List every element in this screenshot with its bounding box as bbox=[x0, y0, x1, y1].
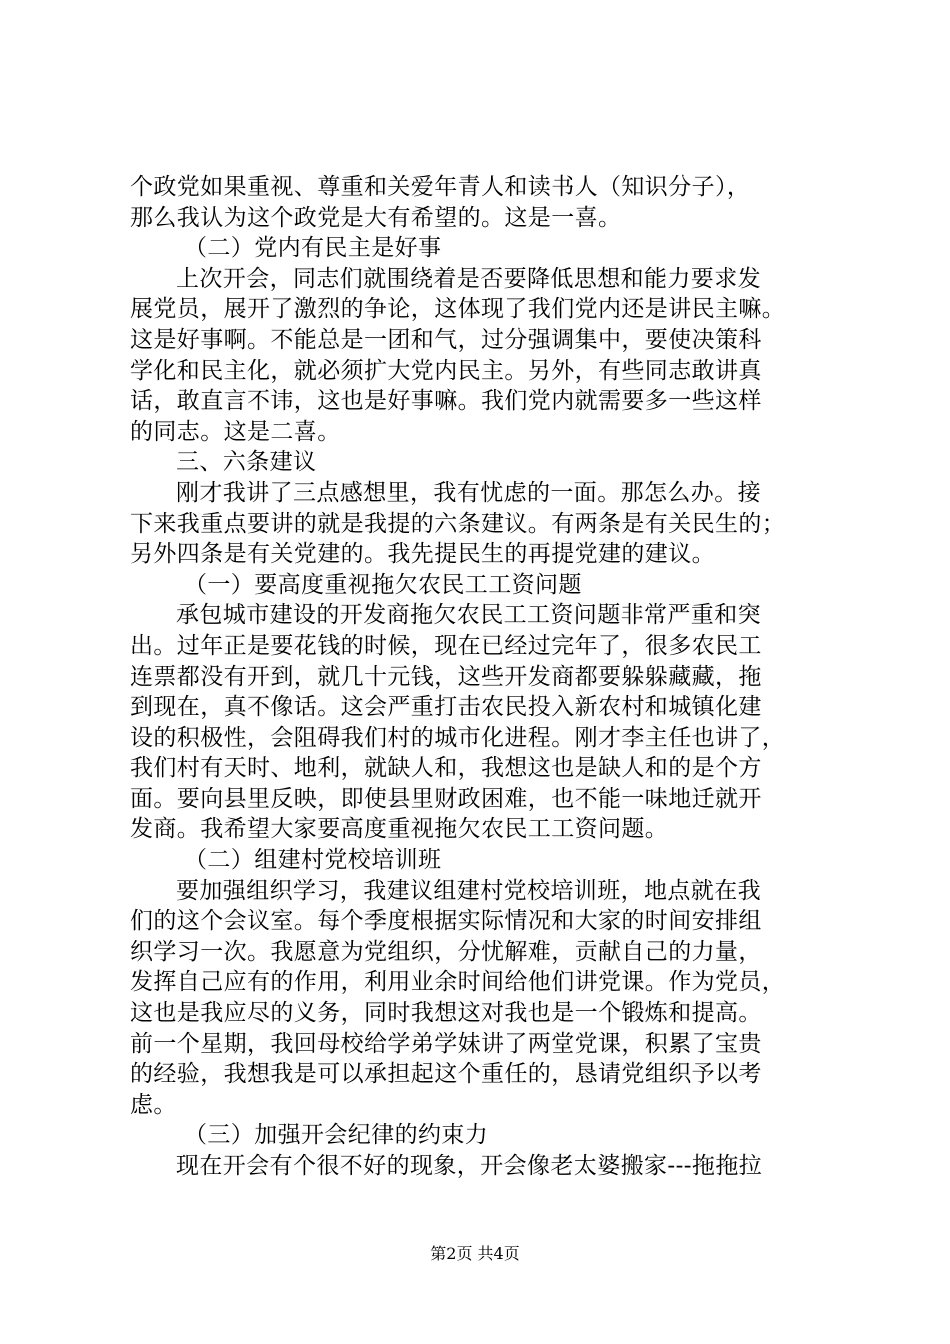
text-line: 的同志。这是二喜。 bbox=[130, 418, 341, 445]
section-heading: （二）党内有民主是好事 bbox=[184, 235, 442, 262]
text-line: 到现在，真不像话。这会严重打击农民投入新农村和城镇化建 bbox=[130, 694, 762, 721]
text-line: 这是好事啊。不能总是一团和气，过分强调集中，要使决策科 bbox=[130, 326, 762, 353]
text-line: 发商。我希望大家要高度重视拖欠农民工工资问题。 bbox=[130, 816, 669, 843]
text-line: 出。过年正是要花钱的时候，现在已经过完年了，很多农民工 bbox=[130, 632, 762, 659]
text-line: 那么我认为这个政党是大有希望的。这是一喜。 bbox=[130, 204, 622, 231]
text-line: 承包城市建设的开发商拖欠农民工工资问题非常严重和突 bbox=[176, 602, 761, 629]
text-line: 学化和民主化，就必须扩大党内民主。另外，有些同志敢讲真 bbox=[130, 357, 762, 384]
text-line: 话，敢直言不讳，这也是好事嘛。我们党内就需要多一些这样 bbox=[130, 388, 762, 415]
document-body bbox=[130, 172, 830, 1182]
section-heading: （一）要高度重视拖欠农民工工资问题 bbox=[184, 571, 582, 598]
text-line: 展党员，展开了激烈的争论，这体现了我们党内还是讲民主嘛。 bbox=[130, 296, 786, 323]
text-line: 我们村有天时、地利，就缺人和，我想这也是缺人和的是个方 bbox=[130, 755, 762, 782]
text-line: 们的这个会议室。每个季度根据实际情况和大家的时间安排组 bbox=[130, 908, 762, 935]
text-line: 面。要向县里反映，即使县里财政困难，也不能一味地迁就开 bbox=[130, 785, 762, 812]
text-line: 要加强组织学习，我建议组建村党校培训班，地点就在我 bbox=[176, 877, 761, 904]
text-line: 连票都没有开到，就几十元钱，这些开发商都要躲躲藏藏，拖 bbox=[130, 663, 762, 690]
text-line: 下来我重点要讲的就是我提的六条建议。有两条是有关民生的； bbox=[130, 510, 786, 537]
text-line: 发挥自己应有的作用，利用业余时间给他们讲党课。作为党员， bbox=[130, 969, 786, 996]
text-line: 另外四条是有关党建的。我先提民生的再提党建的建议。 bbox=[130, 541, 715, 568]
section-heading: 三、六条建议 bbox=[176, 449, 317, 476]
text-line: 这也是我应尽的义务，同时我想这对我也是一个锻炼和提高。 bbox=[130, 1000, 762, 1027]
section-heading: （二）组建村党校培训班 bbox=[184, 847, 442, 874]
text-line: 虑。 bbox=[130, 1091, 177, 1118]
text-line: 的经验，我想我是可以承担起这个重任的，恳请党组织予以考 bbox=[130, 1061, 762, 1088]
text-line: 设的积极性，会阻碍我们村的城市化进程。刚才李主任也讲了， bbox=[130, 724, 786, 751]
section-heading: （三）加强开会纪律的约束力 bbox=[184, 1122, 489, 1149]
text-line: 上次开会，同志们就围绕着是否要降低思想和能力要求发 bbox=[176, 265, 761, 292]
page-number-footer: 第2页 共4页 bbox=[430, 1244, 520, 1263]
text-line: 织学习一次。我愿意为党组织，分忧解难，贡献自己的力量， bbox=[130, 938, 762, 965]
text-line: 前一个星期，我回母校给学弟学妹讲了两堂党课，积累了宝贵 bbox=[130, 1030, 762, 1057]
text-line: 现在开会有个很不好的现象，开会像老太婆搬家---拖拖拉 bbox=[176, 1153, 763, 1179]
text-line: 刚才我讲了三点感想里，我有忧虑的一面。那怎么办。接 bbox=[176, 479, 761, 506]
text-line: 个政党如果重视、尊重和关爱年青人和读书人（知识分子）， bbox=[130, 174, 751, 200]
